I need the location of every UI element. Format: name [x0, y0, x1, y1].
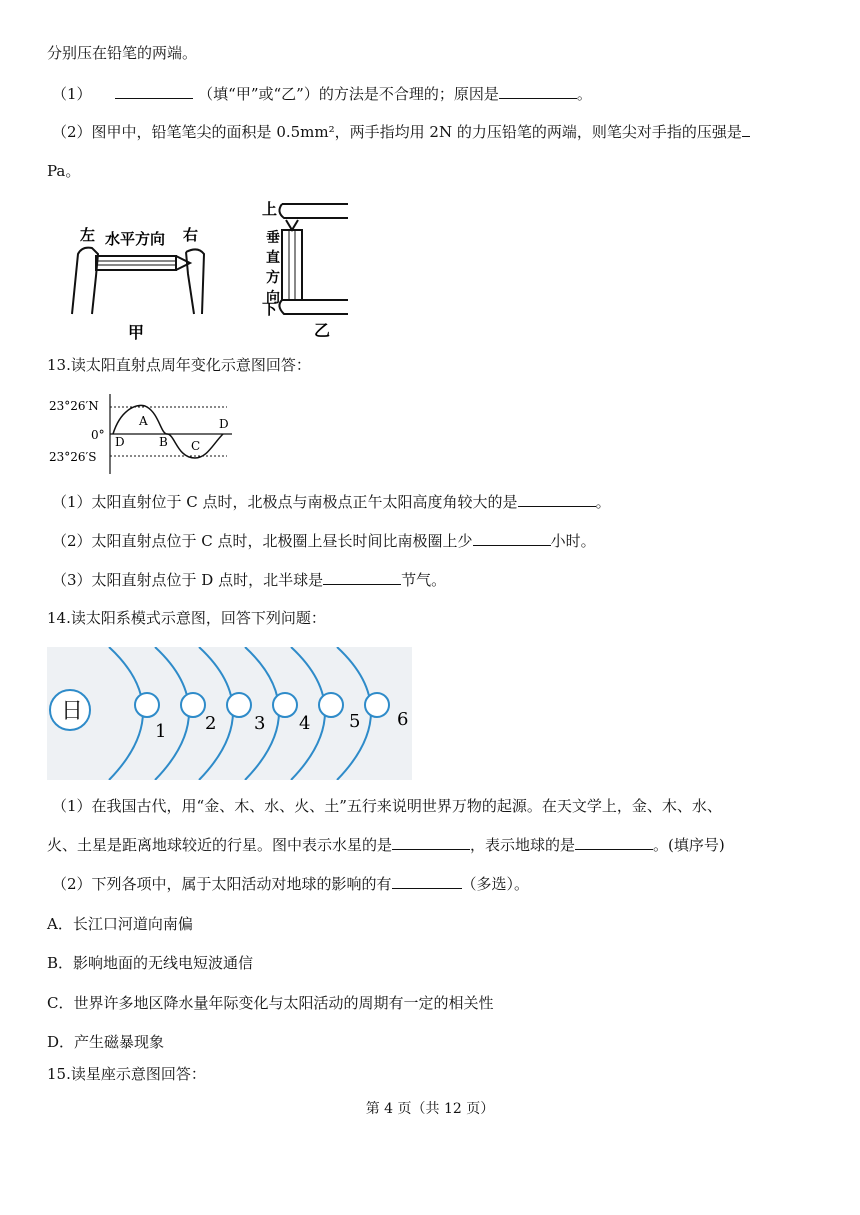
- text-segment: （2）图甲中，铅笔笔尖的面积是 0.5mm²，两手指均用 2N 的力压铅笔的两端，则笔尖对手指的压强是: [52, 123, 742, 141]
- answer-blank[interactable]: [473, 531, 551, 546]
- text-segment: 。(填序号): [653, 836, 725, 854]
- planet-5: [319, 693, 343, 717]
- solar-system-figure: [47, 647, 412, 780]
- bottom-finger: [279, 300, 348, 314]
- point-label-a: A: [139, 414, 148, 428]
- label-jia: 甲: [128, 323, 145, 342]
- option-a: A．长江口河道向南偏: [47, 915, 193, 933]
- point-label-d1: D: [115, 435, 125, 449]
- question-13-2: [52, 531, 596, 551]
- planet-label-3: 3: [254, 713, 266, 734]
- answer-blank[interactable]: [115, 84, 193, 99]
- label-left: 左: [80, 226, 96, 244]
- label-vertical-4: 向: [266, 290, 280, 306]
- question-14: 14.读太阳系模式示意图，回答下列问题：: [47, 609, 326, 627]
- question-15: 15.读星座示意图回答：: [47, 1065, 206, 1083]
- text-segment: 节气。: [401, 571, 447, 589]
- text-segment: （多选）。: [461, 875, 530, 893]
- answer-blank[interactable]: [742, 122, 750, 137]
- label-up: 上: [262, 200, 278, 218]
- planet-label-6: 6: [397, 709, 409, 730]
- label-vertical-2: 直: [266, 250, 280, 266]
- planet-2: [181, 693, 205, 717]
- text-segment: 火、土星是距离地球较近的行星。图中表示水星的是: [47, 836, 393, 854]
- planet-label-5: 5: [349, 711, 361, 732]
- pencil-vertical: [282, 220, 302, 300]
- label-horizontal-direction: 水平方向: [105, 230, 166, 248]
- option-b: B．影响地面的无线电短波通信: [47, 954, 254, 972]
- top-finger: [279, 204, 348, 218]
- question-14-1: （1）在我国古代，用“金、木、水、火、土”五行来说明世界万物的起源。在天文学上，金、木、水、: [52, 797, 722, 815]
- answer-blank[interactable]: [392, 874, 462, 889]
- answer-blank[interactable]: [392, 835, 470, 850]
- text-segment: （填“甲”或“乙”）的方法是不合理的；原因是: [198, 85, 499, 103]
- answer-blank[interactable]: [499, 84, 577, 99]
- left-finger: [72, 248, 98, 314]
- lat-south-label: 23°26′S: [49, 450, 97, 464]
- option-d: D．产生磁暴现象: [47, 1033, 165, 1051]
- question-13-3: [52, 570, 446, 590]
- planet-label-2: 2: [205, 713, 217, 734]
- lat-north-label: 23°26′N: [49, 399, 99, 413]
- planet-label-4: 4: [299, 713, 311, 734]
- pencil-horizontal: [96, 256, 176, 270]
- question-13: 13.读太阳直射点周年变化示意图回答：: [47, 356, 311, 374]
- text-segment: 。: [576, 85, 592, 103]
- option-c: C．世界许多地区降水量年际变化与太阳活动的周期有一定的相关性: [47, 994, 494, 1012]
- sun-point-curve: [113, 405, 223, 458]
- item-number: （1）: [52, 85, 92, 103]
- lat-equator-label: 0°: [91, 428, 105, 442]
- pencil-pressure-figure: [70, 196, 380, 346]
- text-line: 分别压在铅笔的两端。: [47, 44, 198, 62]
- label-vertical-1: 垂: [266, 230, 280, 246]
- question-13-1: [52, 492, 611, 512]
- question-14-1-cont: [47, 835, 725, 855]
- question-14-2: [52, 874, 529, 894]
- label-yi: 乙: [314, 321, 331, 340]
- planet-6: [365, 693, 389, 717]
- right-finger: [186, 249, 204, 314]
- point-label-d2: D: [219, 417, 229, 431]
- planet-1: [135, 693, 159, 717]
- sun-label: 日: [61, 699, 84, 724]
- question-12-2: [52, 122, 750, 142]
- point-label-b: B: [159, 435, 168, 449]
- answer-blank[interactable]: [575, 835, 653, 850]
- point-label-c: C: [191, 439, 201, 453]
- question-12-1: [52, 84, 592, 104]
- label-vertical-3: 方: [266, 270, 280, 286]
- text-segment: （2）下列各项中，属于太阳活动对地球的影响的有: [52, 875, 392, 893]
- text-segment: ，表示地球的是: [470, 836, 576, 854]
- planet-label-1: 1: [155, 721, 167, 742]
- answer-blank[interactable]: [518, 492, 596, 507]
- text-segment: （3）太阳直射点位于 D 点时，北半球是: [52, 571, 324, 589]
- text-line: Pa。: [47, 162, 81, 180]
- label-down: 下: [262, 300, 278, 318]
- page-footer: 第 4 页（共 12 页）: [365, 1101, 495, 1117]
- sun-direct-point-figure: [47, 388, 247, 478]
- answer-blank[interactable]: [323, 570, 401, 585]
- planet-4: [273, 693, 297, 717]
- text-segment: （1）太阳直射位于 C 点时，北极点与南极点正午太阳高度角较大的是: [52, 493, 518, 511]
- text-segment: 。: [595, 493, 611, 511]
- text-segment: 小时。: [550, 532, 596, 550]
- text-segment: （2）太阳直射点位于 C 点时，北极圈上昼长时间比南极圈上少: [52, 532, 473, 550]
- planet-3: [227, 693, 251, 717]
- label-right: 右: [183, 226, 199, 244]
